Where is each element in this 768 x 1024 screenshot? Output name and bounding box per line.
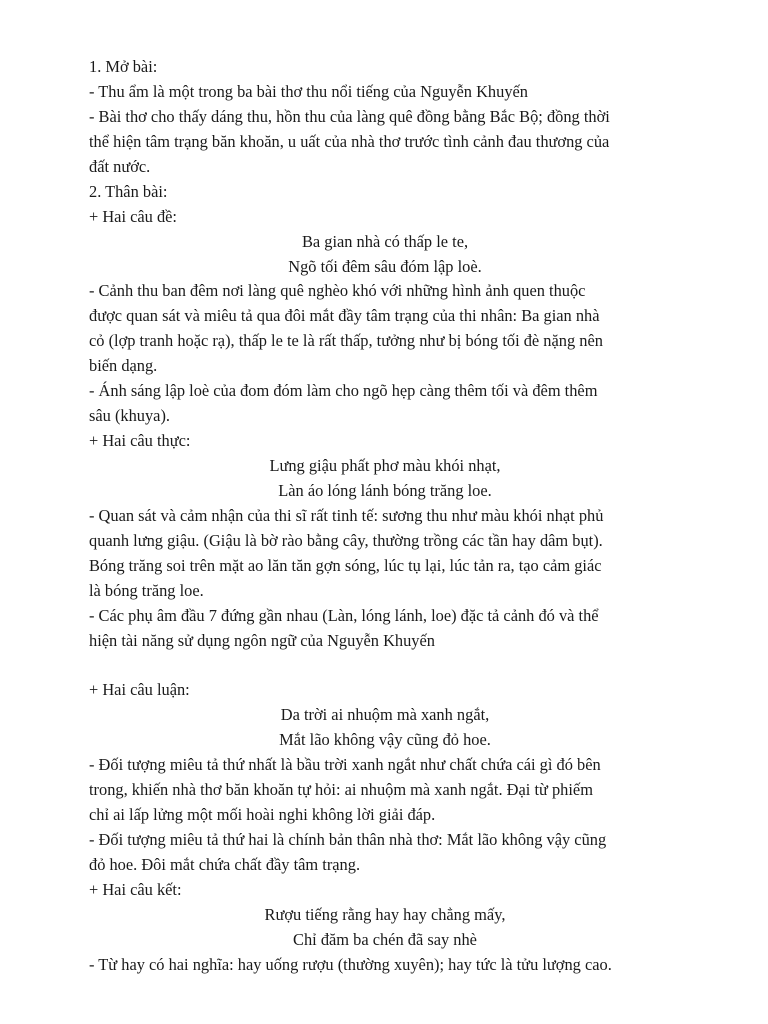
text-line: là bóng trăng loe. [89,580,204,600]
text-line: Bóng trăng soi trên mặt ao lăn tăn gợn sóng, lúc tụ lại, lúc tản ra, tạo cảm giác [89,555,602,575]
section-heading-intro: 1. Mở bài: [89,57,158,76]
subsection-heading: + Hai câu luận: [89,680,190,700]
text-line: đỏ hoe. Đôi mắt chứa chất đầy tâm trạng. [89,855,361,874]
text-line: được quan sát và miêu tả qua đôi mắt đầy tâm trạng của thi nhân: Ba gian nhà [89,306,600,326]
text-line: - Các phụ âm đầu 7 đứng gần nhau (Làn, lóng lánh, loe) đặc tả cảnh đó và thể [89,605,599,625]
document-page [89,55,681,978]
text-line: thể hiện tâm trạng băn khoăn, u uất của nhà thơ trước tình cảnh đau thương của [89,131,610,151]
text-line: sâu (khuya). [89,406,171,426]
text-line: hiện tài năng sử dụng ngôn ngữ của Nguyễn Khuyến [89,630,435,650]
subsection-heading: + Hai câu thực: [89,431,191,451]
poem-line: Ngõ tối đêm sâu đóm lập loè. [288,256,482,276]
poem-line: Rượu tiếng rằng hay hay chẳng mấy, [264,904,506,924]
text-line: - Thu ẩm là một trong ba bài thơ thu nổi tiếng của Nguyễn Khuyến [89,81,528,101]
text-line: - Bài thơ cho thấy dáng thu, hồn thu của làng quê đồng bằng Bắc Bộ; đồng thời [89,106,610,126]
poem-line: Chỉ đăm ba chén đã say nhè [293,929,477,949]
subsection-heading: + Hai câu kết: [89,879,182,899]
poem-line: Lưng giậu phất phơ màu khói nhạt, [269,456,501,475]
poem-line: Da trời ai nhuộm mà xanh ngắt, [280,705,490,725]
text-line: - Ánh sáng lập loè của đom đóm làm cho ngõ hẹp càng thêm tối và đêm thêm [89,381,598,401]
text-line: biến dạng. [89,356,158,376]
text-line: - Đối tượng miêu tả thứ nhất là bầu trời xanh ngắt như chất chứa cái gì đó bên [89,755,601,775]
poem-line: Mắt lão không vậy cũng đỏ hoe. [279,730,491,750]
text-line: - Đối tượng miêu tả thứ hai là chính bản thân nhà thơ: Mắt lão không vậy cũng [89,830,607,850]
text-line: - Cảnh thu ban đêm nơi làng quê nghèo khó với những hình ảnh quen thuộc [89,281,586,301]
text-line: trong, khiến nhà thơ băn khoăn tự hỏi: ai nhuộm mà xanh ngắt. Đại từ phiếm [89,780,593,800]
text-line: - Từ hay có hai nghĩa: hay uống rượu (thường xuyên); hay tức là tửu lượng cao. [89,954,612,974]
section-heading-body: 2. Thân bài: [89,181,168,201]
text-line: cỏ (lợp tranh hoặc rạ), thấp le te là rất thấp, tưởng như bị bóng tối đè nặng nên [89,331,603,351]
subsection-heading: + Hai câu đề: [89,206,177,226]
blank-line [89,654,681,679]
poem-line: Làn áo lóng lánh bóng trăng loe. [278,480,492,500]
poem-line: Ba gian nhà có thấp le te, [301,231,469,251]
text-line: - Quan sát và cảm nhận của thi sĩ rất tinh tế: sương thu như màu khói nhạt phủ [89,505,604,525]
text-line: đất nước. [89,156,151,176]
text-line: chỉ ai lấp lửng một mối hoài nghi không lời giải đáp. [89,805,436,825]
text-line: quanh lưng giậu. (Giậu là bờ rào bằng cây, thường trồng các tần hay dâm bụt). [89,530,603,550]
